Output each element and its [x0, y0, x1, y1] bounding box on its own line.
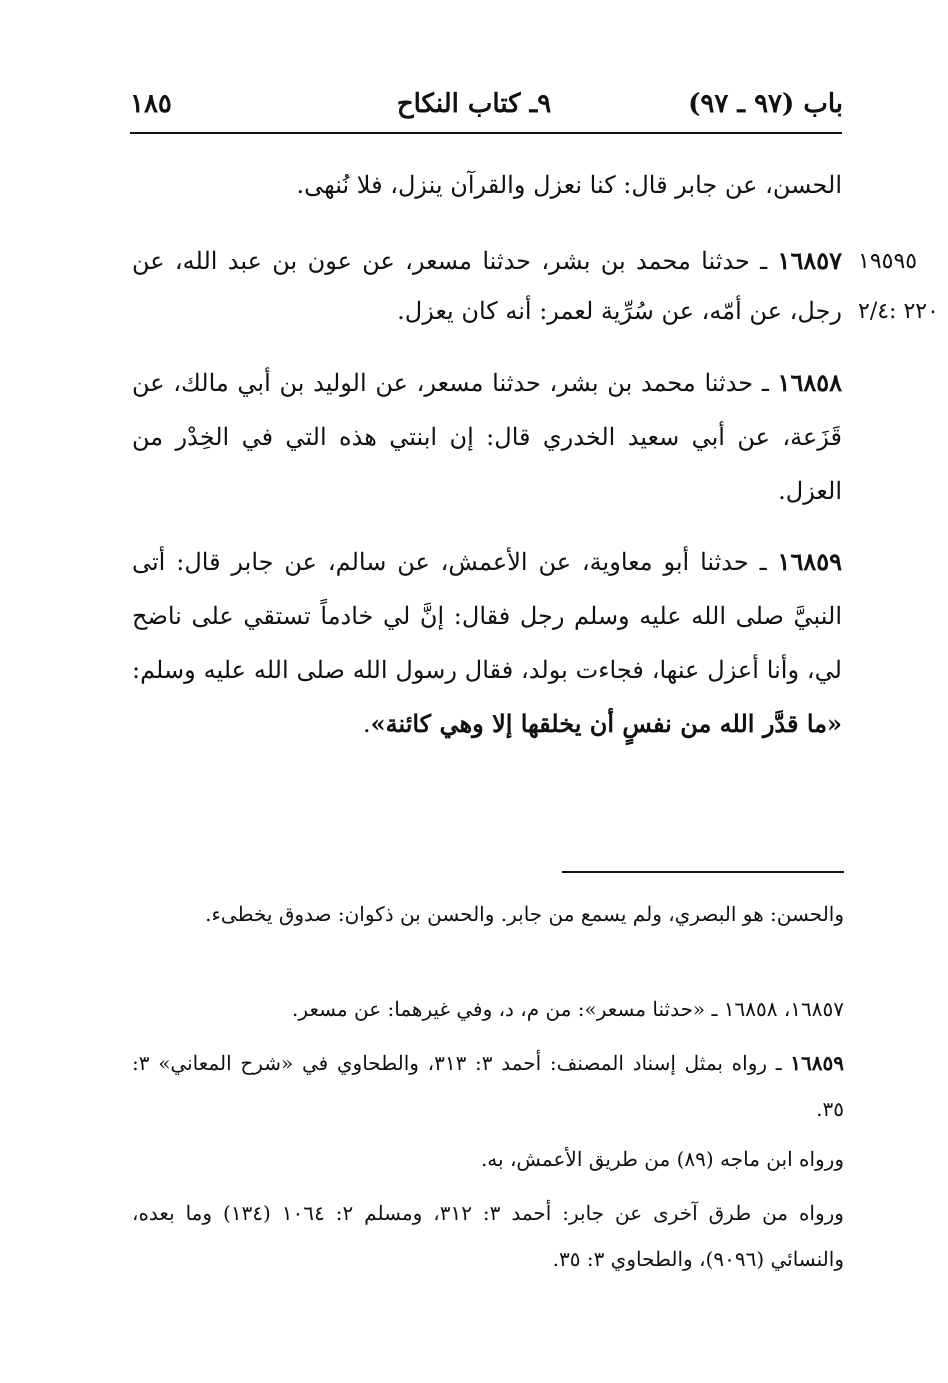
footnote-text: ورواه ابن ماجه (٨٩) من طريق الأعمش، به.	[480, 1147, 844, 1171]
footnote-text: ـ رواه بمثل إسناد المصنف: أحمد ٣: ٣١٣، والطحاوي في «شرح المعاني» ٣: ٣٥.	[132, 1051, 844, 1121]
hadith-number: ١٦٨٥٩	[777, 547, 842, 576]
footnote-3	[132, 1040, 844, 1132]
running-book-title: ٩ـ كتاب النكاح	[396, 89, 552, 119]
hadith-text: ـ حدثنا أبو معاوية، عن الأعمش، عن سالم، عن جابر قال: أتى النبيَّ صلى الله عليه وسلم رجل فقال: إنَّ لي خادماً تستقي على ناضح لي، وأنا أعزل عنها، فجاءت بولد، فقال رسول الله صلى الله عليه وسلم:	[132, 548, 842, 684]
prophetic-quote: «ما قدَّر الله من نفسٍ أن يخلقها إلا وهي كائنة»	[370, 709, 842, 738]
hadith-text: ـ حدثنا محمد بن بشر، حدثنا مسعر، عن عون بن عبد الله، عن رجل، عن أمّه، عن سُرِّية لعمر: أنه كان يعزل.	[132, 247, 842, 325]
footnote-number: ١٦٨٥٩	[790, 1051, 844, 1075]
page-number: ١٨٥	[130, 89, 172, 119]
footnote-separator	[562, 871, 844, 873]
hadith-16858	[132, 356, 842, 518]
hadith-16859	[132, 535, 842, 751]
hadith-16857	[132, 236, 842, 336]
footnote-text: والحسن: هو البصري، ولم يسمع من جابر. والحسن بن ذكوان: صدوق يخطىء.	[205, 902, 844, 926]
sentence-end: .	[362, 710, 371, 738]
footnote-1	[132, 891, 844, 937]
hadith-text: ـ حدثنا محمد بن بشر، حدثنا مسعر، عن الوليد بن أبي مالك، عن قَزَعة، عن أبي سعيد الخدري قال: إن ابنتي هذه التي في الخِدْر من العزل.	[132, 369, 842, 505]
running-chapter-title: باب (٩٧ ـ ٩٧)	[688, 89, 843, 119]
paragraph-continuation	[132, 158, 842, 212]
hadith-number: ١٦٨٥٨	[777, 368, 842, 397]
margin-volume-page: ٢٢٠ :٢/٤	[858, 299, 939, 324]
hadith-number: ١٦٨٥٧	[777, 246, 842, 275]
paragraph-text: الحسن، عن جابر قال: كنا نعزل والقرآن ينزل، فلا نُنهى.	[296, 171, 842, 199]
footnote-2	[132, 986, 844, 1032]
margin-reference-number: ١٩٥٩٥	[858, 249, 918, 274]
footnote-text: ورواه من طرق آخرى عن جابر: أحمد ٣: ٣١٢، ومسلم ٢: ١٠٦٤ (١٣٤) وما بعده، والنسائي (٩٠٩٦)، والطحاوي ٣: ٣٥.	[132, 1201, 844, 1271]
footnote-text: ١٦٨٥٧، ١٦٨٥٨ ـ «حدثنا مسعر»: من م، د، وفي غيرهما: عن مسعر.	[292, 997, 844, 1021]
footnote-5	[132, 1190, 844, 1282]
header-rule	[130, 132, 842, 134]
footnote-4	[132, 1136, 844, 1182]
